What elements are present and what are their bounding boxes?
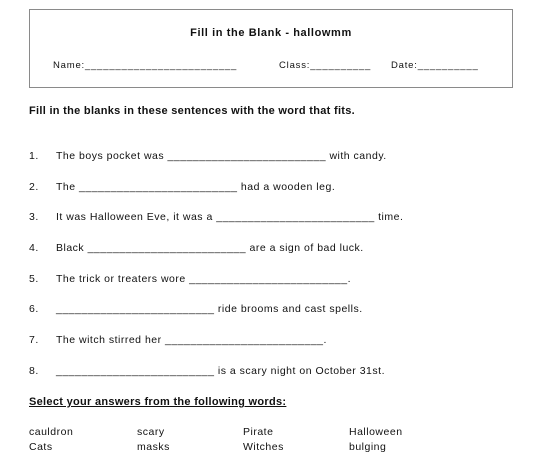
sentence-number: 8. (29, 365, 39, 377)
word-bank-item: Halloween (349, 426, 403, 438)
word-bank-heading: Select your answers from the following words: (29, 396, 287, 408)
sentence-number: 4. (29, 242, 39, 254)
word-bank-item: Cats (29, 441, 53, 453)
sentence-text: _________________________ is a scary night on October 31st. (56, 365, 385, 377)
sentence-text: The witch stirred her _________________________. (56, 334, 327, 346)
sentence-text: The trick or treaters wore _________________________. (56, 273, 352, 285)
worksheet-header-box (29, 9, 513, 88)
word-bank-item: Pirate (243, 426, 274, 438)
date-field: Date:__________ (391, 60, 479, 71)
name-field: Name:_________________________ (53, 60, 238, 71)
sentence-number: 2. (29, 181, 39, 193)
sentence-number: 1. (29, 150, 39, 162)
word-bank-item: scary (137, 426, 165, 438)
word-bank-item: bulging (349, 441, 387, 453)
sentence-text: It was Halloween Eve, it was a _________________________ time. (56, 211, 404, 223)
sentence-text: The _________________________ had a wooden leg. (56, 181, 336, 193)
sentence-number: 5. (29, 273, 39, 285)
sentence-text: _________________________ ride brooms and cast spells. (56, 303, 363, 315)
word-bank-item: Witches (243, 441, 284, 453)
word-bank-item: cauldron (29, 426, 74, 438)
worksheet-title: Fill in the Blank - hallowmm (190, 27, 352, 39)
sentence-text: The boys pocket was _________________________ with candy. (56, 150, 387, 162)
class-field: Class:__________ (279, 60, 372, 71)
sentence-number: 7. (29, 334, 39, 346)
word-bank-item: masks (137, 441, 170, 453)
sentence-text: Black _________________________ are a sign of bad luck. (56, 242, 364, 254)
sentence-number: 6. (29, 303, 39, 315)
instructions-text: Fill in the blanks in these sentences with the word that fits. (29, 105, 356, 117)
sentence-number: 3. (29, 211, 39, 223)
